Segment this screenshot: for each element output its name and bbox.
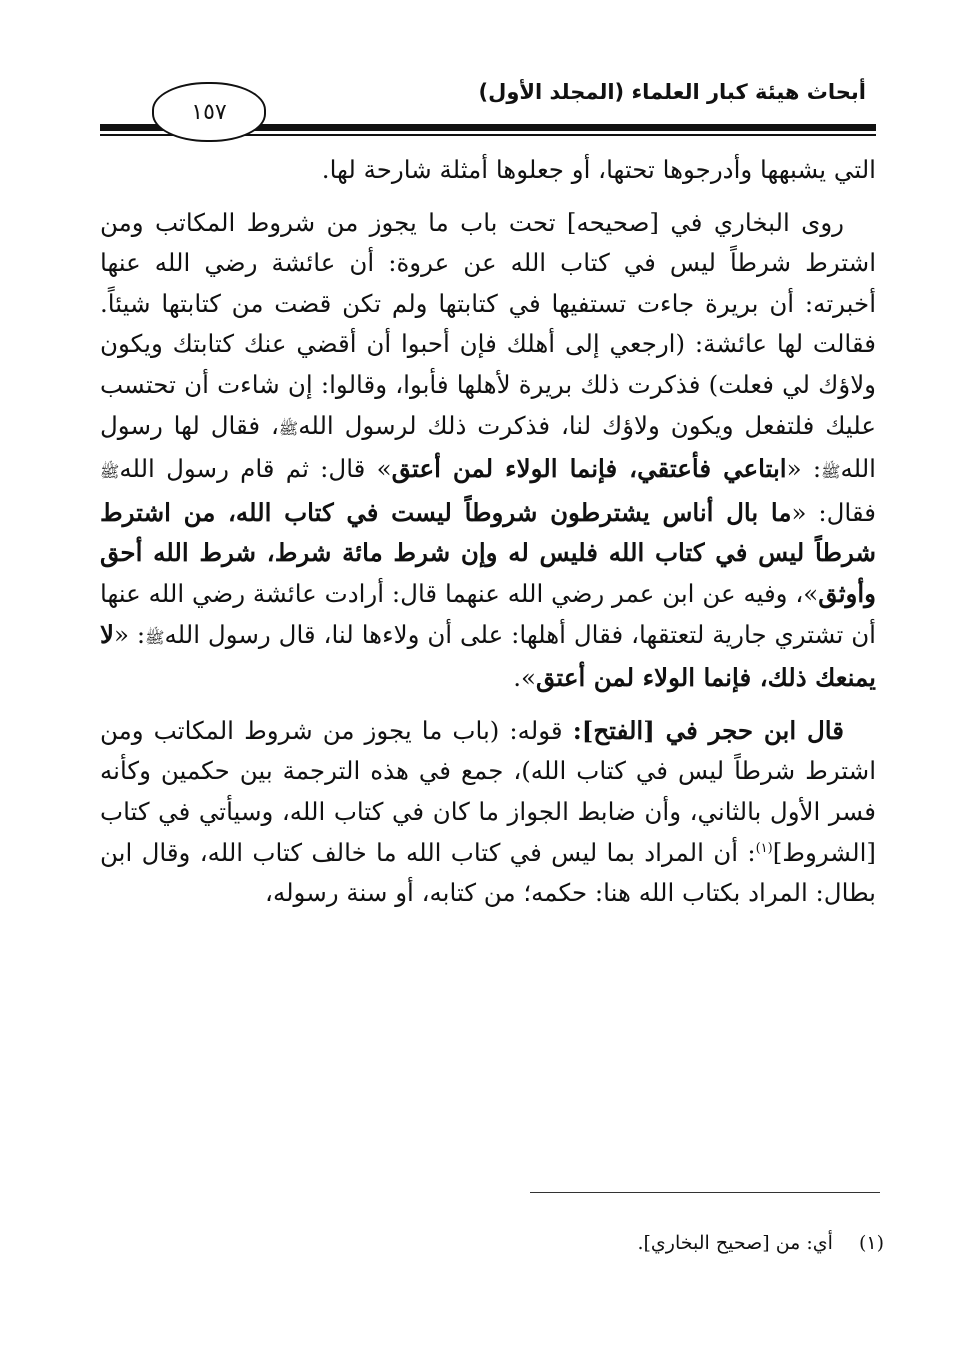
p3-text-1: قوله: (باب ما يجوز من شروط المكاتب ومن اشترط شرطاً ليس في كتاب الله)، جمع في هذه الترجمة بين حكمين وكأنه فسر الأول بالثاني، وأن ضابط الجواز ما كان في كتاب الله، وسيأتي في كتاب [الشروط]	[100, 715, 876, 867]
footnote-reference[interactable]: (١)	[755, 840, 773, 856]
p2-text-1: روى البخاري في [صحيحه] تحت باب ما يجوز من شروط المكاتب ومن اشترط شرطاً ليس في كتاب الله عن عروة: أن عائشة رضي الله عنها أخبرته: أن بريرة جاءت تستفيها في كتابتها ولم تكن قضت من كتابتها شيئاً. فقالت لها عائشة: (ارجعي إلى أهلك فإن أحبوا أن أقضي عنك كتابتك ويكون ولاؤك لي فعلت) فذكرت ذلك بريرة لأهلها فأبوا، وقالوا: إن شاءت أن تحتسب عليك فلتفعل ويكون ولاؤك لنا، فذكرت ذلك لرسول الله	[100, 207, 876, 440]
p2-text-2: ، فقال لها رسول الله	[100, 410, 876, 484]
footnote-1	[637, 1232, 884, 1254]
paragraph-2	[100, 203, 876, 699]
paragraph-1: التي يشبهها وأدرجوها تحتها، أو جعلوها أمثلة شارحة لها.	[321, 155, 876, 184]
hadith-quote-1: ابتاعي فأعتقي، فإنما الولاء لمن أعتق	[391, 454, 787, 484]
salawat-mark: ﷺ	[100, 462, 120, 482]
p3-text-2: : أن المراد بما ليس في كتاب الله ما خالف كتاب الله، وقال ابن بطال: المراد بكتاب الله هنا: حكمه؛ من كتابه، أو سنة رسوله،	[100, 837, 876, 908]
p2-text-3: : «	[786, 454, 822, 484]
ibn-hajar-heading: قال ابن حجر في [الفتح]:	[572, 715, 844, 745]
p2-text-4: » قال: ثم قام رسول الله	[119, 454, 392, 484]
running-header-title: أبحاث هيئة كبار العلماء (المجلد الأول)	[478, 80, 866, 104]
hadith-quote-2: ما بال أناس يشترطون شروطاً ليست في كتاب الله، من اشترط شرطاً ليس في كتاب الله فليس له وإن شرط مائة شرط، شرط الله أحق وأوثق	[100, 497, 876, 608]
p2-text-5: فقال: «	[791, 497, 877, 527]
footnote-number: (١)	[858, 1232, 884, 1254]
salawat-mark: ﷺ	[145, 627, 165, 647]
paragraph-3	[100, 711, 876, 914]
p2-text-7: : «	[113, 619, 146, 649]
salawat-mark: ﷺ	[821, 462, 841, 482]
p2-text-6: »، وفيه عن ابن عمر رضي الله عنهما قال: أرادت عائشة رضي الله عنها أن تشتري جارية لتعتقها، فقال أهلها: على أن ولاءها لنا، قال رسول الله	[100, 578, 876, 649]
salawat-mark: ﷺ	[278, 418, 299, 438]
p2-text-8: ».	[513, 663, 536, 693]
page-number: ١٥٧	[191, 99, 227, 125]
hadith-quote-3: لا يمنعك ذلك، فإنما الولاء لمن أعتق	[100, 619, 876, 693]
main-text	[100, 150, 876, 914]
page-number-badge	[152, 82, 266, 142]
footnote-separator	[530, 1192, 880, 1193]
footnote-text: أي: من [صحيح البخاري].	[637, 1232, 833, 1254]
